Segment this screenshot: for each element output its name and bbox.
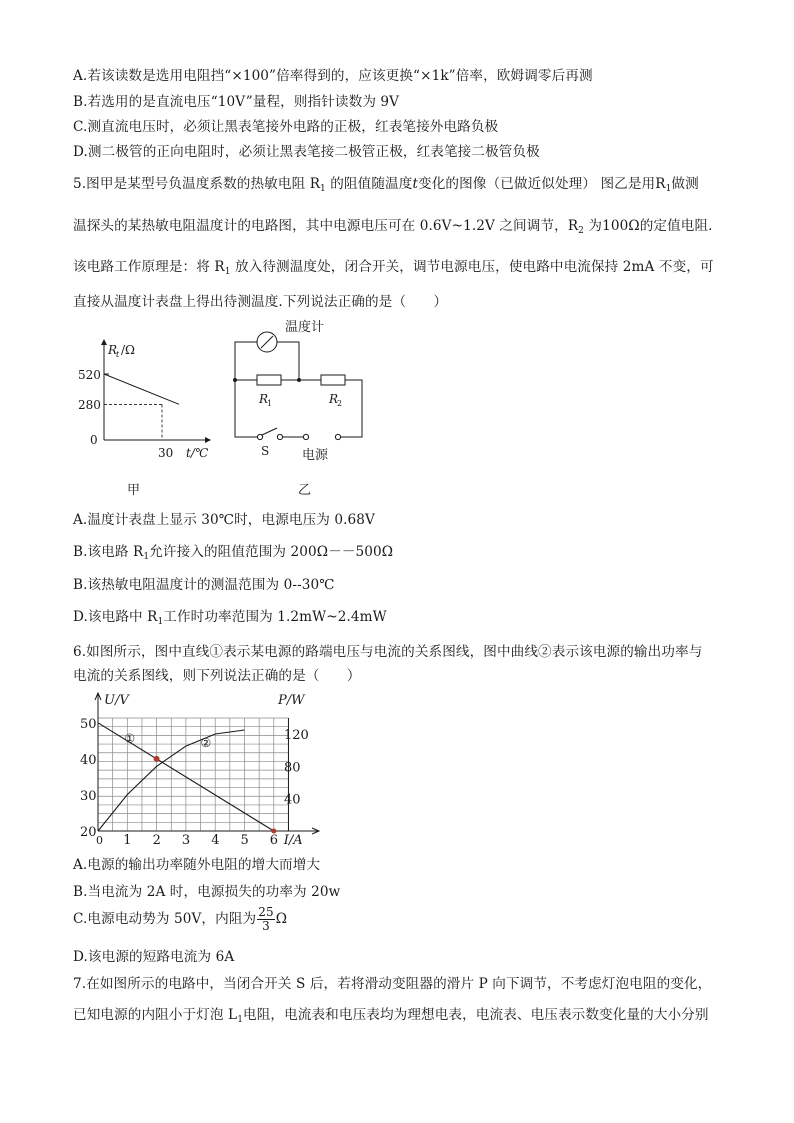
q5-stem-line2: 温探头的某热敏电阻温度计的电路图，其中电源电压可在 0.6V~1.2V 之间调节，$R_2$ 为100Ω的定值电阻. (73, 218, 713, 236)
jia-xlabel: t/℃ (186, 446, 209, 460)
q5-option-b: B.该电路 $R_1$允许接入的阻值范围为 200Ω－－500Ω (73, 544, 394, 562)
q6-option-b: B.当电流为 2A 时，电源损失的功率为 20w (73, 884, 341, 900)
switch-terminal-left (257, 434, 262, 439)
q5-option-b2: B.该热敏电阻温度计的测温范围为 0--30℃ (73, 577, 335, 593)
q6-ytick-left: 20 (80, 825, 97, 840)
resistor-r1 (257, 375, 281, 385)
q6-ytick-right: 40 (284, 792, 301, 808)
jia-tick-0: 0 (90, 433, 98, 447)
q6-stem-line2: 电流的关系图线，则下列说法正确的是（ ） (73, 668, 361, 684)
switch-terminal-right (277, 434, 282, 439)
resistor-r2 (321, 375, 345, 385)
jia-ylabel: R (108, 343, 118, 357)
q6-stem-line1: 6.如图所示，图中直线①表示某电源的路端电压与电流的关系图线，图中曲线②表示该电源的输出功率与 (73, 644, 703, 660)
r1-label: R (259, 392, 269, 406)
q6-option-c: C.电源电动势为 50V，内阻为 $\frac{25}{3}$ Ω (73, 905, 288, 933)
switch-label: S (261, 444, 270, 458)
q6-ytick-right: 120 (284, 728, 309, 743)
r1-sub: 1 (267, 399, 273, 408)
q5-stem-line4: 直接从温度计表盘上得出待测温度.下列说法正确的是（ ） (73, 294, 448, 310)
intersection-point (154, 756, 160, 762)
q6-ytick-left: 30 (80, 788, 97, 804)
q6-xtick: 2 (152, 833, 161, 848)
jia-tick-30: 30 (158, 446, 174, 460)
q4-option-b: B.若选用的是直流电压“10V”量程，则指针读数为 9V (73, 94, 400, 110)
switch-s-blade (262, 428, 277, 435)
source-terminal-right (335, 434, 340, 439)
jia-yunit: /Ω (121, 343, 135, 357)
source-label: 电源 (302, 448, 329, 463)
q6-xtick: 4 (211, 833, 220, 848)
r2-sub: 2 (337, 399, 343, 408)
jia-tick-520: 520 (78, 368, 101, 382)
q6-xtick: 6 (269, 833, 279, 848)
yi-wire-right-top (277, 342, 299, 380)
short-circuit-point (271, 829, 276, 834)
q7-stem-line2: 已知电源的内阻小于灯泡 $L_1$电阻，电流表和电压表均为理想电表，电流表、电压表示数变化量的大小分别 (73, 1007, 709, 1025)
q6-ytick-left: 40 (80, 752, 97, 768)
q6-xtick: 5 (240, 833, 249, 848)
q4-option-c: C.测直流电压时，必须让黑表笔接外电路的正极，红表笔接外电路负极 (73, 119, 499, 135)
thermometer-label: 温度计 (285, 320, 325, 335)
q6-xtick: 3 (181, 833, 191, 848)
series-1-label: ① (124, 731, 136, 746)
r2-label: R (329, 392, 339, 406)
q6-option-d: D.该电源的短路电流为 6A (73, 949, 235, 965)
jia-ylabel-sub: t (116, 350, 120, 359)
q4-option-d: D.测二极管的正向电阻时，必须让黑表笔接二极管正极，红表笔接二极管负极 (73, 144, 540, 160)
q7-stem-line1: 7.在如图所示的电路中，当闭合开关 S 后，若将滑动变阻器的滑片 P 向下调节，不考虑灯泡电阻的变化， (73, 976, 712, 992)
q4-option-a: A.若该读数是选用电阻挡“×100”倍率得到的，应该更换“×1k”倍率，欧姆调零后再测 (73, 68, 593, 84)
q6-xtick: 1 (123, 833, 132, 848)
fraction-25-3: $\frac{25}{3}$ (258, 905, 274, 933)
yi-wire-left-top (235, 342, 257, 380)
figure-yi-circuit (225, 318, 375, 503)
source-terminal-left (303, 434, 308, 439)
q6-ytick-left: 50 (80, 716, 97, 732)
q6-ylabel-right: P/W (278, 693, 305, 708)
q5-option-a: A.温度计表盘上显示 30℃时，电源电压为 0.68V (73, 512, 375, 528)
q6-option-a: A.电源的输出功率随外电阻的增大而增大 (73, 857, 321, 873)
q6-xtick-0: 0 (96, 834, 103, 847)
jia-caption: 甲 (127, 483, 141, 498)
yi-caption: 乙 (298, 483, 312, 498)
q6-xlabel: I/A (283, 833, 303, 848)
q6-ytick-right: 80 (284, 760, 301, 776)
q6-ylabel-left: U/V (104, 693, 129, 708)
meter-needle (261, 336, 273, 348)
q5-stem-line1: 5.图甲是某型号负温度系数的热敏电阻 $R_1$ 的阻值随温度t变化的图像（已做近似处理） 图乙是用$R_1$做测 (73, 176, 699, 194)
series-2-label: ② (200, 735, 212, 750)
jia-tick-280: 280 (78, 398, 101, 412)
q5-option-d: D.该电路中 $R_1$工作时功率范围为 1.2mW~2.4mW (73, 609, 387, 627)
jia-series-line (104, 374, 179, 404)
figure-q6-chart (78, 686, 328, 850)
q5-stem-line3: 该电路工作原理是：将 $R_1$ 放入待测温度处，闭合开关，调节电源电压，使电路中电流保持 2mA 不变，可 (73, 259, 714, 277)
figure-jia-chart (78, 330, 222, 500)
